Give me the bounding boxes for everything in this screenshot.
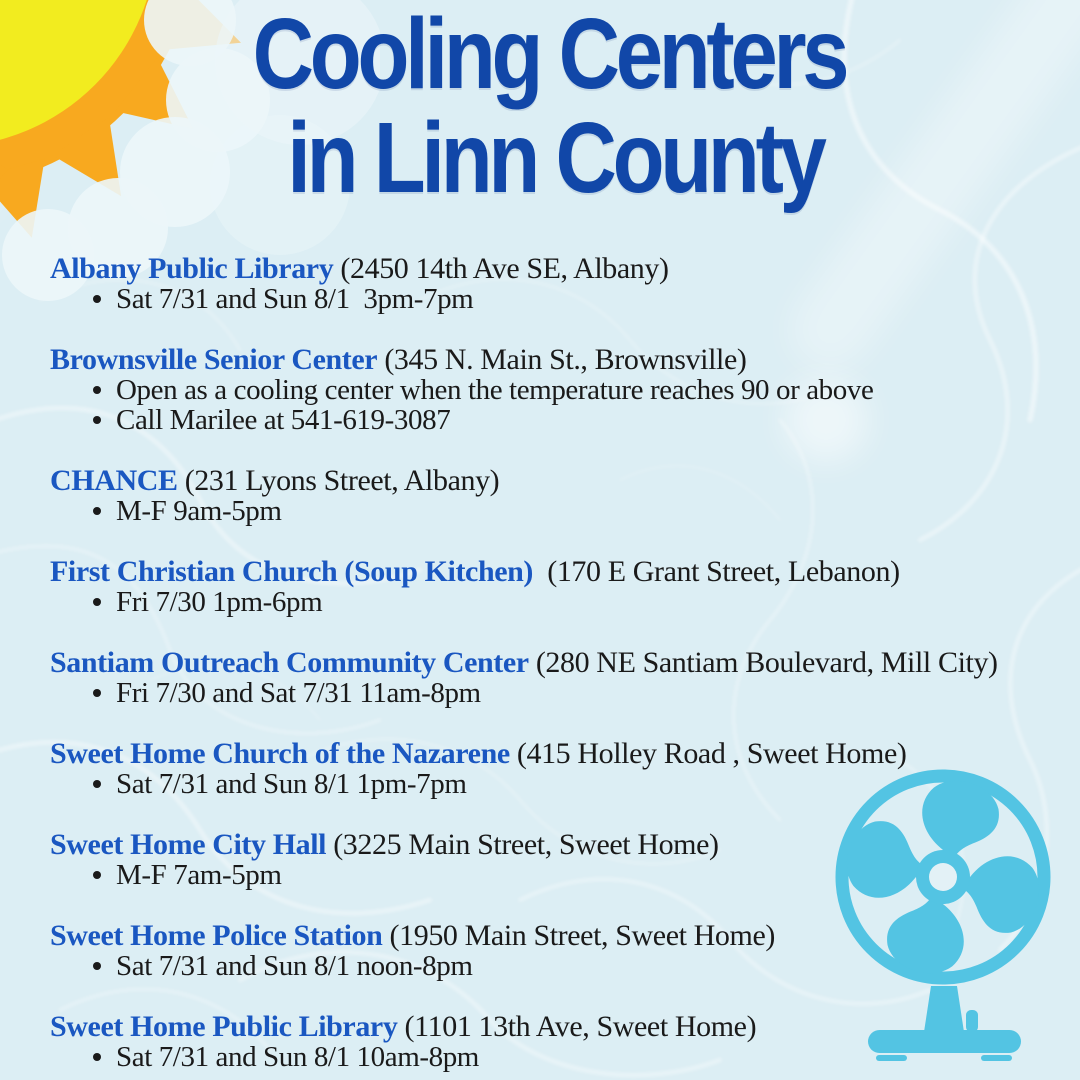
center-name: Sweet Home Police Station [50,919,383,952]
bullet-dot [93,689,101,697]
center-entry-santiam-outreach [50,648,1062,708]
center-detail: Call Marilee at 541-619-3087 [50,405,1062,435]
center-heading [50,345,1062,375]
center-name: Santiam Outreach Community Center [50,646,529,679]
center-heading [50,648,1062,678]
bullet-dot [93,962,101,970]
center-heading [50,921,1062,951]
center-entry-first-christian-church [50,557,1062,617]
center-heading [50,557,1062,587]
center-name: First Christian Church (Soup Kitchen) [50,555,534,588]
bullet-dot [93,416,101,424]
poster-title [0,0,1080,214]
center-entry-albany-public-library [50,254,1062,314]
poster-title-line1: Cooling Centers [252,0,846,110]
center-name: Sweet Home Church of the Nazarene [50,737,510,770]
center-entry-chance [50,466,1062,526]
center-entry-nazarene-church [50,739,1062,799]
center-address: (2450 14th Ave SE, Albany) [333,252,669,285]
center-detail: Open as a cooling center when the temperature reaches 90 or above [50,375,1062,405]
bullet-dot [93,507,101,515]
center-detail: Fri 7/30 and Sat 7/31 11am-8pm [50,678,1062,708]
center-detail: M-F 7am-5pm [50,860,1062,890]
center-entry-brownsville-senior-center [50,345,1062,435]
center-detail: Fri 7/30 1pm-6pm [50,587,1062,617]
center-detail: Sat 7/31 and Sun 8/1 1pm-7pm [50,769,1062,799]
center-entry-police-station [50,921,1062,981]
cooling-centers-list [50,254,1062,1080]
center-heading [50,254,1062,284]
center-address: (231 Lyons Street, Albany) [177,464,500,497]
center-address: (1950 Main Street, Sweet Home) [382,919,775,952]
center-name: Albany Public Library [50,252,334,285]
bullet-dot [93,1053,101,1061]
center-name: CHANCE [50,464,178,497]
center-detail: Sat 7/31 and Sun 8/1 3pm-7pm [50,284,1062,314]
center-name: Sweet Home Public Library [50,1010,398,1043]
center-detail: Sat 7/31 and Sun 8/1 noon-8pm [50,951,1062,981]
center-detail: Sat 7/31 and Sun 8/1 10am-8pm [50,1042,1062,1072]
center-heading [50,830,1062,860]
center-address: (170 E Grant Street, Lebanon) [533,555,900,588]
bullet-dot [93,386,101,394]
center-heading [50,466,1062,496]
center-address: (415 Holley Road , Sweet Home) [509,737,907,770]
center-name: Brownsville Senior Center [50,343,378,376]
center-name: Sweet Home City Hall [50,828,327,861]
center-heading [50,739,1062,769]
center-address: (345 N. Main St., Brownsville) [377,343,747,376]
bullet-dot [93,295,101,303]
center-entry-sweet-home-public-library [50,1012,1062,1072]
center-heading [50,1012,1062,1042]
poster-title-line2: in Linn County [287,102,823,214]
center-address: (3225 Main Street, Sweet Home) [326,828,719,861]
center-detail: M-F 9am-5pm [50,496,1062,526]
center-entry-city-hall [50,830,1062,890]
bullet-dot [93,871,101,879]
center-address: (1101 13th Ave, Sweet Home) [397,1010,757,1043]
bullet-dot [93,598,101,606]
bullet-dot [93,780,101,788]
center-address: (280 NE Santiam Boulevard, Mill City) [528,646,998,679]
